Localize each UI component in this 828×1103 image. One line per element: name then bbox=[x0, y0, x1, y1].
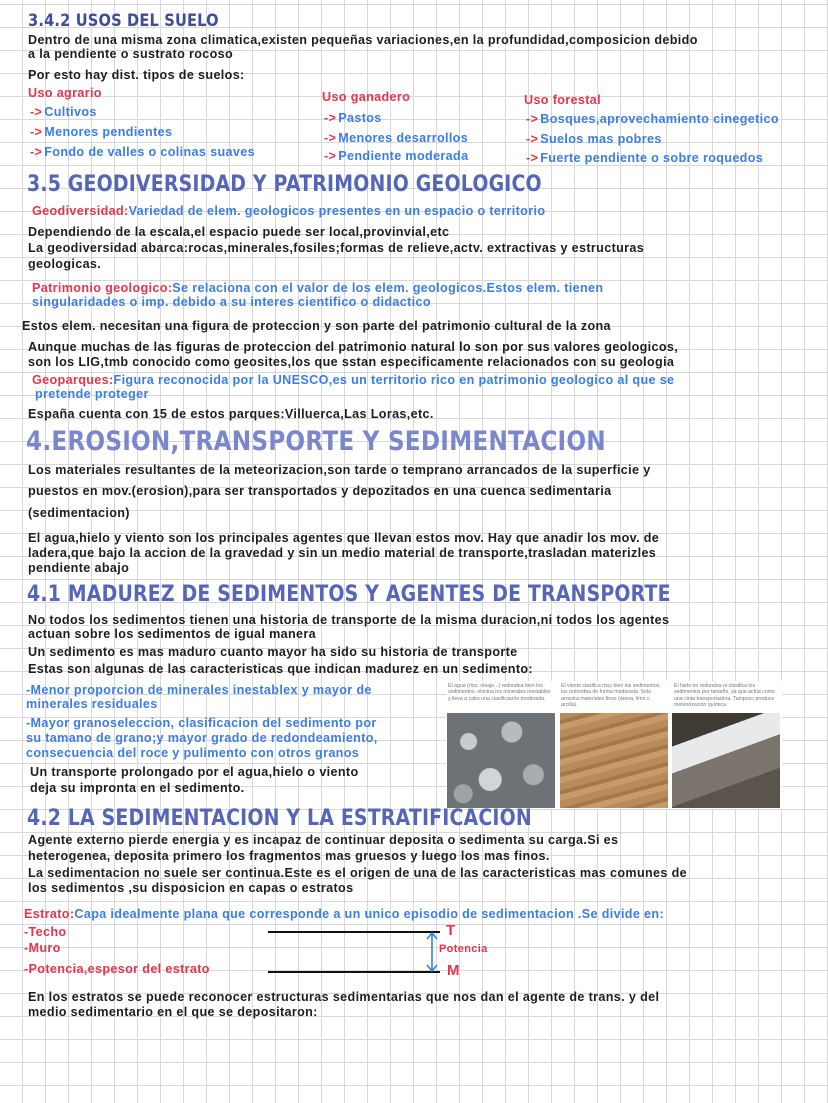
text: Estas son algunas de las caracteristicas que indican madurez en un sedimento: bbox=[28, 662, 533, 676]
text: medio sedimentario en el que se depositaron: bbox=[28, 1005, 318, 1019]
list-item: -> Bosques,aprovechamiento cinegetico bbox=[526, 112, 779, 126]
text: No todos los sedimentos tienen una historia de transporte de la misma duracion,ni todos los agentes bbox=[28, 613, 670, 627]
label-potencia: Potencia bbox=[439, 943, 488, 955]
text: heterogenea, deposita primero los fragmentos mas gruesos y luego los mas finos. bbox=[28, 849, 550, 863]
text: Un sedimento es mas maduro cuanto mayor ha sido su historia de transporte bbox=[28, 645, 518, 659]
definition: Geodiversidad:Variedad de elem. geologicos presentes en un espacio o territorio bbox=[32, 204, 546, 218]
heading-4-2: 4.2 LA SEDIMENTACION Y LA ESTRATIFICACION bbox=[27, 806, 532, 831]
text: La sedimentacion no suele ser continua.Este es el origen de una de las caracteristicas mas comunes de bbox=[28, 866, 687, 880]
caption-ice: El hielo no redondea ni clasifica los sedimentos por tamaño, ya que actúa como una cinta transportadora. Tampoco produce meteorización química. bbox=[674, 683, 775, 709]
arrow-icon: -> bbox=[526, 132, 539, 146]
heading-3-5: 3.5 GEODIVERSIDAD Y PATRIMONIO GEOLOGICO bbox=[27, 172, 542, 197]
text: El agua,hielo y viento son los principales agentes que llevan estos mov. Hay que anadir los mov. de bbox=[28, 531, 660, 545]
part-potencia: -Potencia,espesor del estrato bbox=[24, 962, 210, 976]
list-item: -> Fuerte pendiente o sobre roquedos bbox=[526, 151, 764, 165]
use-label-ganadero: Uso ganadero bbox=[322, 90, 411, 104]
arrow-icon: -> bbox=[30, 105, 43, 119]
stratum-bottom-line bbox=[268, 971, 440, 973]
text: Agente externo pierde energia y es incapaz de continuar deposita o sedimenta su carga.Si es bbox=[28, 833, 619, 847]
part-muro: -Muro bbox=[24, 941, 61, 955]
text: Estos elem. necesitan una figura de proteccion y son parte del patrimonio cultural de la zona bbox=[22, 319, 611, 333]
heading-4: 4.EROSION,TRANSPORTE Y SEDIMENTACION bbox=[26, 426, 606, 457]
arrow-icon: -> bbox=[324, 111, 337, 125]
stratum-top-line bbox=[268, 931, 440, 933]
label-t: T bbox=[446, 922, 456, 939]
list-item: -> Suelos mas pobres bbox=[526, 132, 662, 146]
text: Dentro de una misma zona climatica,existen pequeñas variaciones,en la profundidad,composicion debido bbox=[28, 33, 698, 47]
text: son los LIG,tmb conocido como geosites,los que sstan especificamente relacionados con su geologia bbox=[28, 355, 675, 369]
arrow-icon: -> bbox=[30, 125, 43, 139]
label-m: M bbox=[447, 962, 460, 979]
list-item: -> Menores pendientes bbox=[30, 125, 173, 139]
bullet: -Mayor granoseleccion, clasificacion del sedimento por bbox=[26, 716, 377, 730]
text: puestos en mov.(erosion),para ser transportados y depozitados en una cuenca sedimentaria bbox=[28, 484, 612, 498]
bullet: consecuencia del roce y pulimento con otros granos bbox=[26, 746, 360, 760]
text: ladera,que bajo la accion de la gravedad y sin un medio material de transporte,trasladan materizles bbox=[28, 546, 657, 560]
arrow-icon: -> bbox=[324, 131, 337, 145]
text: actuan sobre los sedimentos de igual manera bbox=[28, 627, 316, 641]
text: geologicas. bbox=[28, 257, 102, 271]
arrow-icon: -> bbox=[526, 151, 539, 165]
definition: Estrato:Capa idealmente plana que corresponde a un unico episodio de sedimentacion .Se divide en: bbox=[24, 907, 664, 921]
text: Aunque muchas de las figuras de proteccion del patrimonio natural lo son por sus valores geologicos, bbox=[28, 340, 679, 354]
use-label-agrario: Uso agrario bbox=[28, 86, 102, 100]
list-item: -> Menores desarrollos bbox=[324, 131, 469, 145]
arrow-icon: -> bbox=[30, 145, 43, 159]
text: pretende proteger bbox=[35, 387, 149, 401]
use-label-forestal: Uso forestal bbox=[524, 93, 601, 107]
text: los sedimentos ,su disposicion en capas o estratos bbox=[28, 881, 354, 895]
heading-3-4-2: 3.4.2 USOS DEL SUELO bbox=[28, 11, 219, 31]
bullet: -Menor proporcion de minerales inestablex y mayor de bbox=[26, 683, 372, 697]
text: a la pendiente o sustrato rocoso bbox=[28, 47, 234, 61]
text: pendiente abajo bbox=[28, 561, 130, 575]
caption-wind: El viento clasifica muy bien los sedimentos, los redondea de forma moderada. Solo arrastra materiales finos (arena, limo o arcilla). bbox=[561, 683, 661, 709]
arrow-icon: -> bbox=[324, 149, 337, 163]
pebbles-photo bbox=[447, 713, 555, 808]
double-arrow-icon bbox=[425, 930, 439, 974]
caption-water: El agua (ríos, oleaje...) redondea bien los sedimentos, elimina los minerales inestables y lleva a cabo una clasificación moderada. bbox=[448, 683, 551, 702]
arrow-icon: -> bbox=[526, 112, 539, 126]
text: Un transporte prolongado por el agua,hielo o viento bbox=[30, 765, 359, 779]
text: La geodiversidad abarca:rocas,minerales,fosiles;formas de relieve,actv. extractivas y estructuras bbox=[28, 241, 645, 255]
list-item: -> Fondo de valles o colinas suaves bbox=[30, 145, 255, 159]
text: Dependiendo de la escala,el espacio puede ser local,provinvial,etc bbox=[28, 225, 450, 239]
heading-4-1: 4.1 MADUREZ DE SEDIMENTOS Y AGENTES DE TRANSPORTE bbox=[27, 582, 671, 607]
list-item: -> Pastos bbox=[324, 111, 382, 125]
list-item: -> Pendiente moderada bbox=[324, 149, 469, 163]
bullet: minerales residuales bbox=[26, 697, 158, 711]
text: deja su impronta en el sedimento. bbox=[30, 781, 245, 795]
definition: Geoparques:Figura reconocida por la UNESCO,es un territorio rico en patrimonio geologico al que se bbox=[32, 373, 675, 387]
definition: Patrimonio geologico:Se relaciona con el valor de los elem. geologicos.Estos elem. tienen bbox=[32, 281, 604, 295]
text: Los materiales resultantes de la meteorizacion,son tarde o temprano arrancados de la superficie y bbox=[28, 463, 651, 477]
text: En los estratos se puede reconocer estructuras sedimentarias que nos dan el agente de trans. y del bbox=[28, 990, 660, 1004]
list-item: -> Cultivos bbox=[30, 105, 97, 119]
sand-strata-photo bbox=[560, 713, 668, 808]
part-techo: -Techo bbox=[24, 925, 67, 939]
text: (sedimentacion) bbox=[28, 506, 130, 520]
glacier-photo bbox=[672, 713, 780, 808]
bullet: su tamano de grano;y mayor grado de redondeamiento, bbox=[26, 731, 378, 745]
text: Por esto hay dist. tipos de suelos: bbox=[28, 68, 245, 82]
text: España cuenta con 15 de estos parques:Villuerca,Las Loras,etc. bbox=[28, 407, 434, 421]
text: singularidades o imp. debido a su interes cientifico o didactico bbox=[32, 295, 431, 309]
